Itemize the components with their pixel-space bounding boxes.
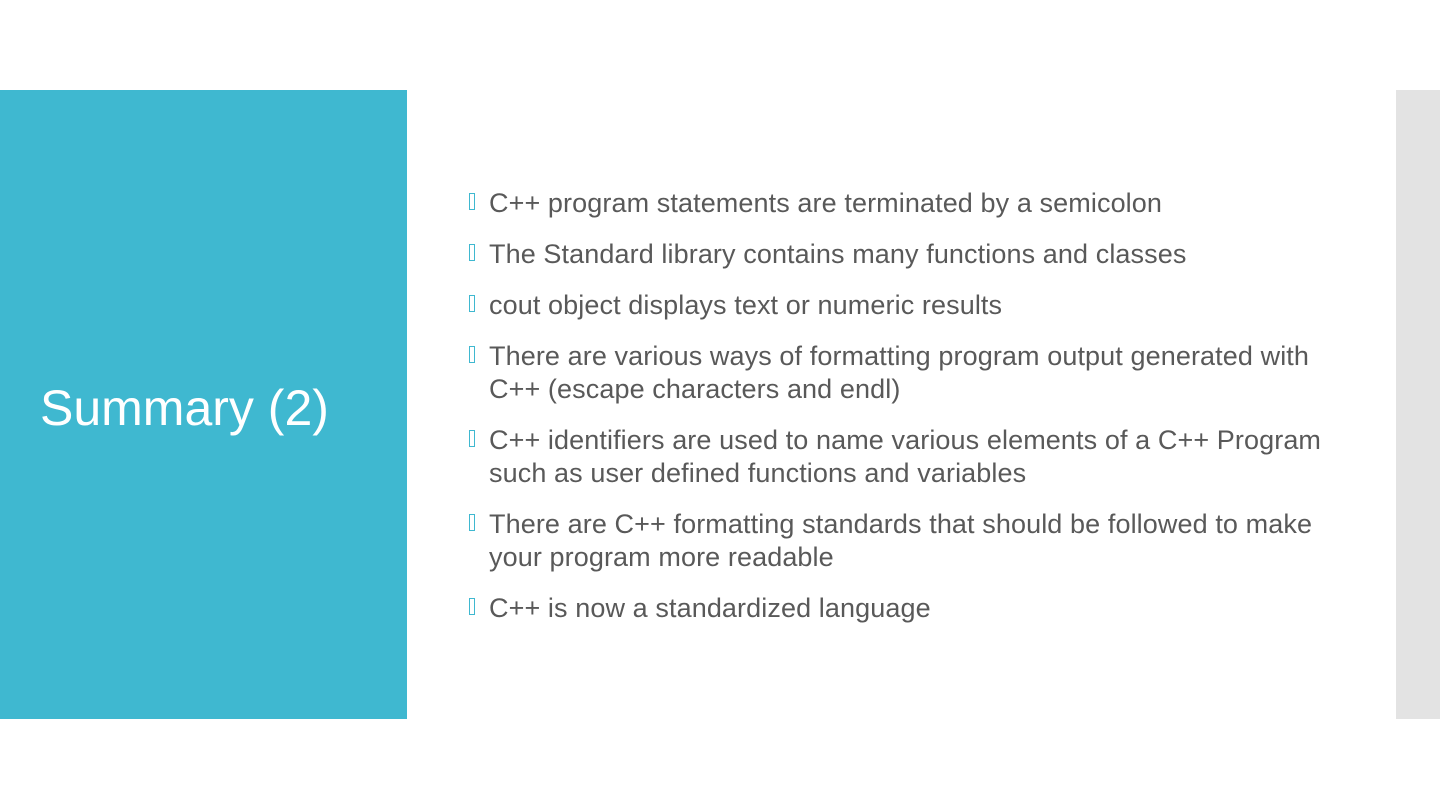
bullet-item: [466, 238, 1366, 271]
bullet-list: [466, 187, 1366, 643]
bullet-item: [466, 340, 1366, 406]
side-strip: [1396, 90, 1440, 719]
bullet-item: [466, 187, 1366, 220]
bullet-square-icon: [469, 244, 475, 261]
bullet-text: cout object displays text or numeric results: [489, 290, 1003, 320]
bullet-item: [466, 424, 1366, 490]
bullet-text: C++ program statements are terminated by a semicolon: [489, 188, 1163, 218]
bullet-square-icon: [469, 514, 475, 531]
bullet-square-icon: [469, 598, 475, 615]
bullet-text: There are C++ formatting standards that should be followed to make your program more readable: [489, 509, 1313, 572]
bullet-square-icon: [469, 430, 475, 447]
bullet-item: [466, 289, 1366, 322]
bullet-item: [466, 508, 1366, 574]
bullet-text: C++ is now a standardized language: [489, 593, 931, 623]
bullet-square-icon: [469, 295, 475, 312]
bullet-text: C++ identifiers are used to name various elements of a C++ Program such as user defined functions and variables: [489, 425, 1322, 488]
bullet-text: The Standard library contains many functions and classes: [489, 239, 1187, 269]
bullet-square-icon: [469, 193, 475, 210]
bullet-item: [466, 592, 1366, 625]
bullet-text: There are various ways of formatting program output generated with C++ (escape characters and endl): [489, 341, 1310, 404]
bullet-square-icon: [469, 346, 475, 363]
slide-title: Summary (2): [40, 380, 329, 436]
